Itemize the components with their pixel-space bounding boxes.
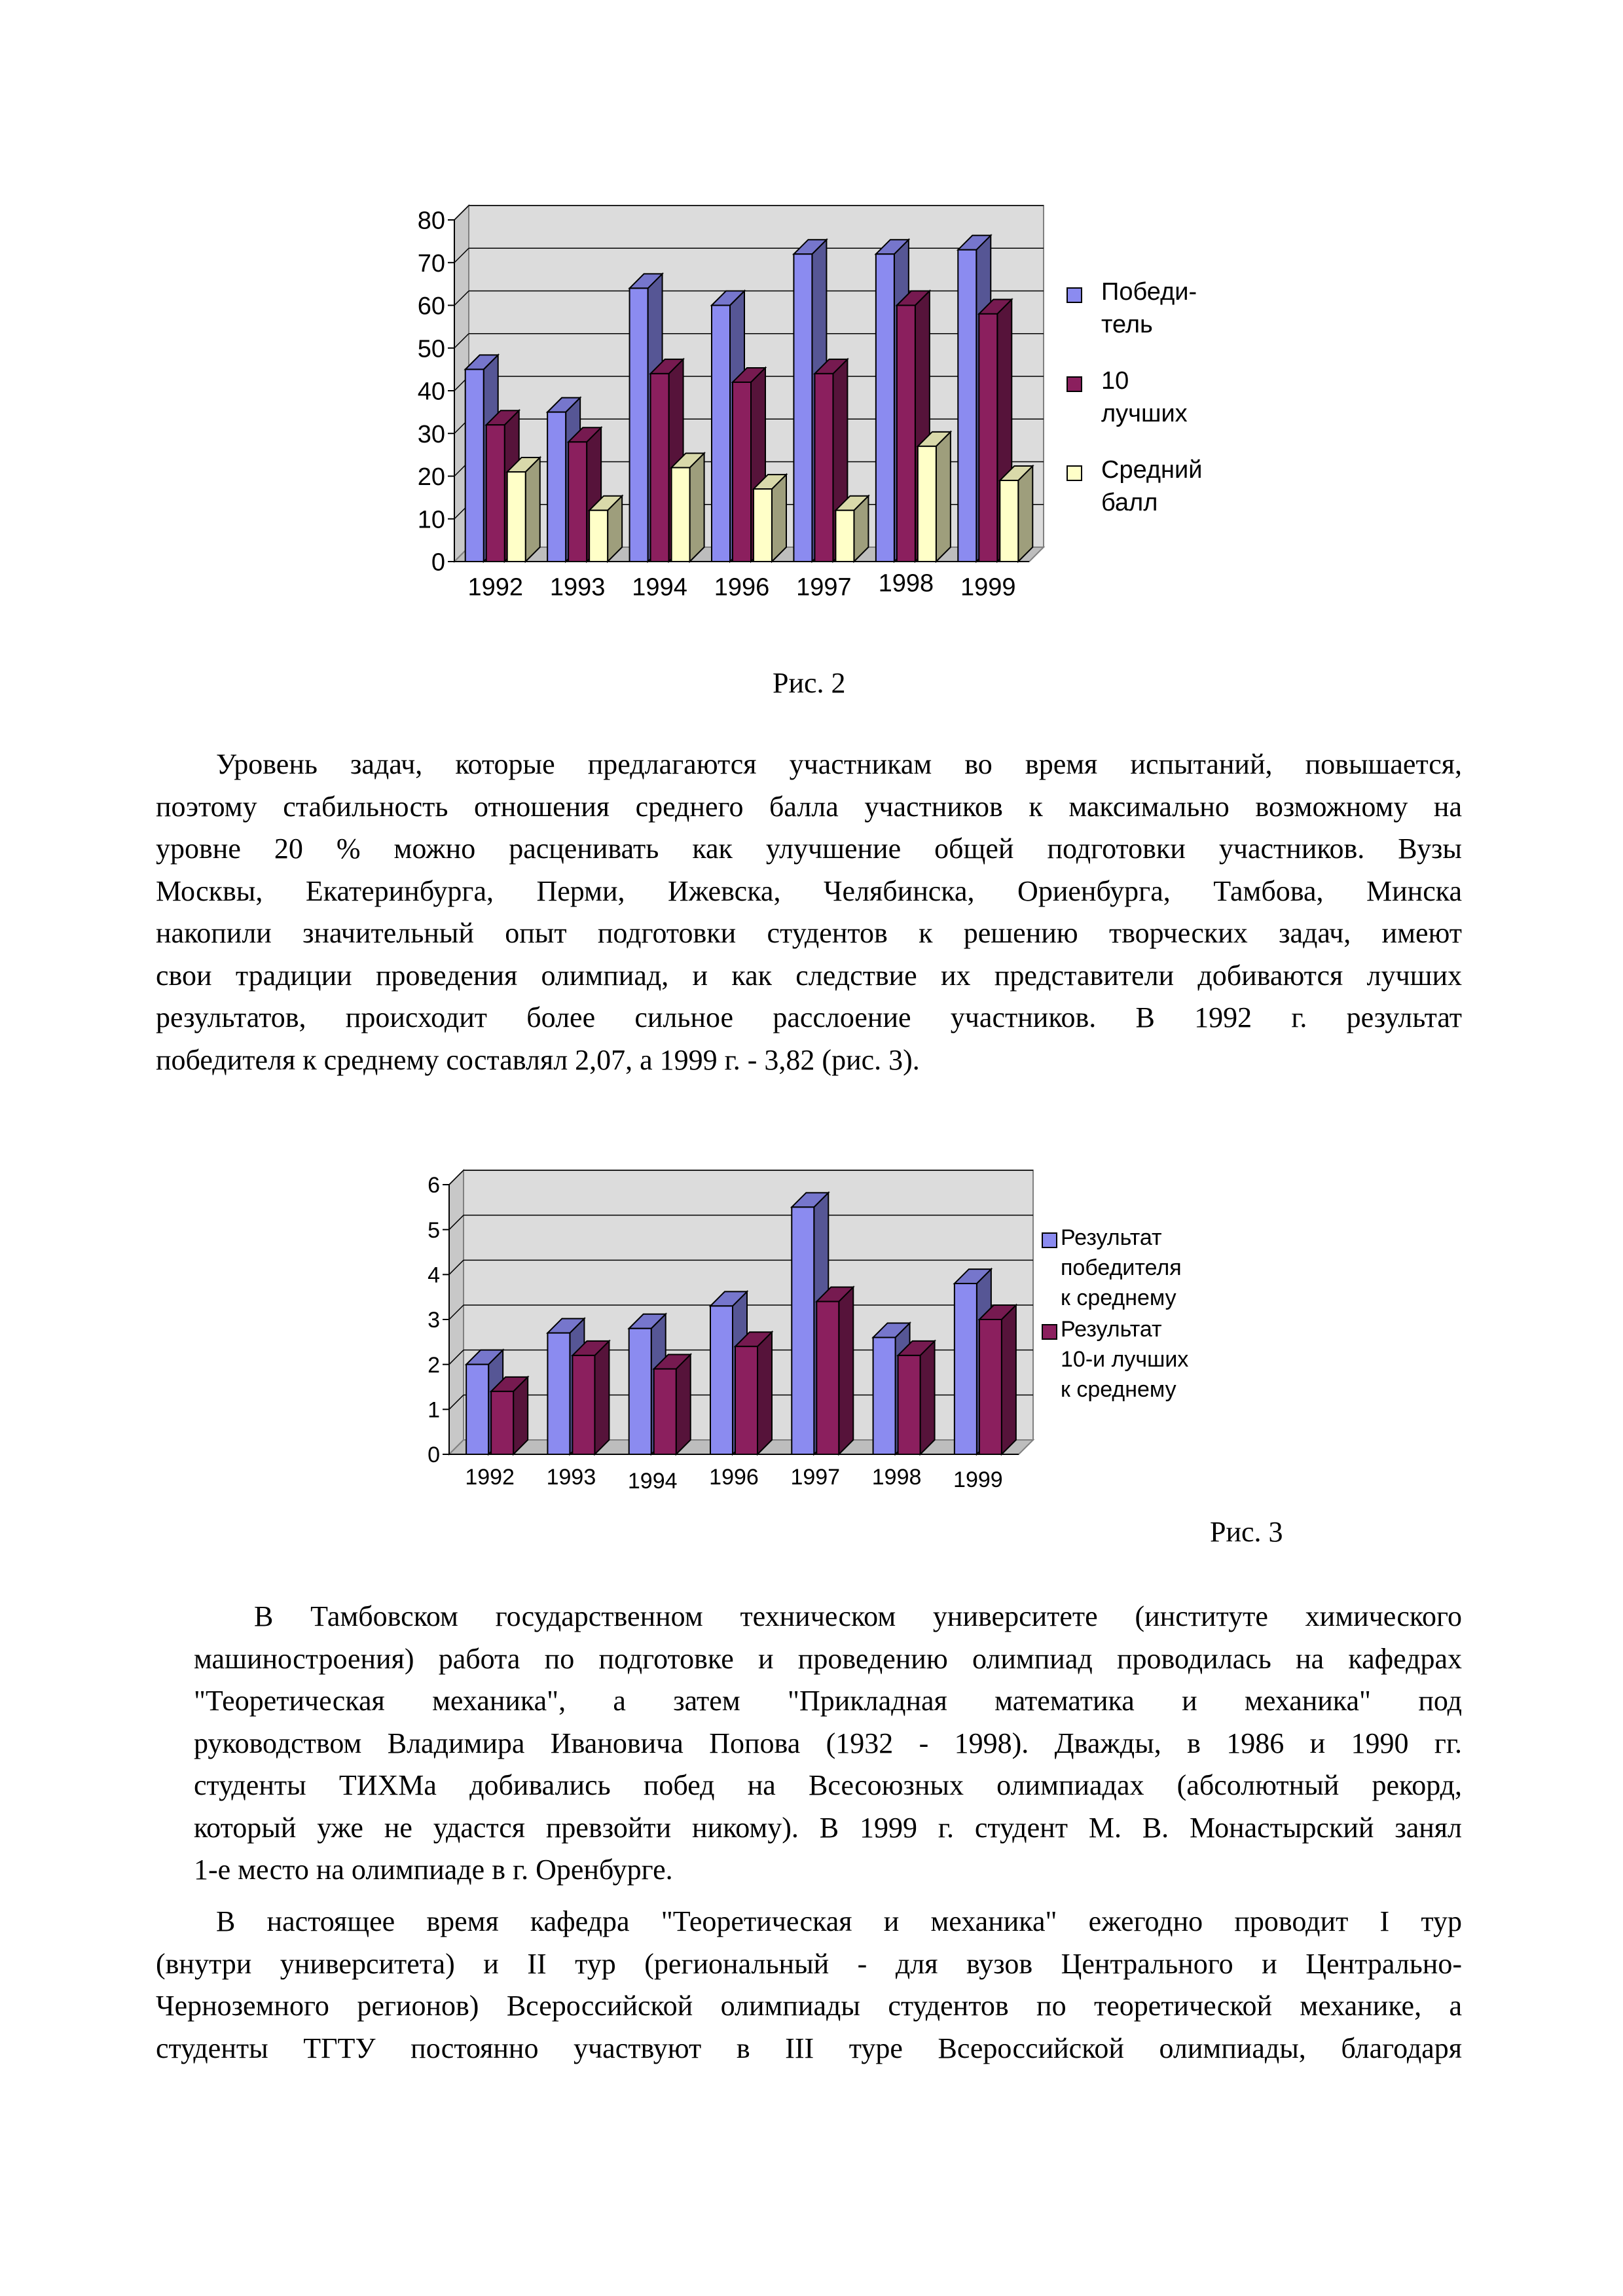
bar-1996-s1 xyxy=(712,306,730,562)
bar-1992-s3 xyxy=(507,472,526,562)
bar-1998-s1 xyxy=(873,1337,896,1454)
x-tick-label: 1996 xyxy=(709,1464,759,1490)
y-tick-label: 3 xyxy=(428,1308,440,1333)
caption-fig2: Рис. 2 xyxy=(773,667,846,699)
legend-label-1: победителя xyxy=(1061,1255,1182,1280)
legend-label-1: Победи- xyxy=(1101,278,1197,306)
bar-1993-s2-side xyxy=(594,1341,609,1454)
bar-1992-s1 xyxy=(465,369,484,562)
bar-1997-s2 xyxy=(814,374,833,562)
bar-1996-s2-side xyxy=(757,1332,772,1454)
y-tick-label: 1 xyxy=(428,1397,440,1423)
x-tick-label: 1994 xyxy=(627,1468,678,1494)
bar-1994-s2-side xyxy=(676,1355,691,1454)
bar-1993-s2 xyxy=(568,442,587,562)
x-tick-label: 1992 xyxy=(467,573,523,601)
x-tick-label: 1999 xyxy=(960,573,1016,601)
bar-1993-s1 xyxy=(547,412,566,562)
bar-1997-s2 xyxy=(816,1302,839,1454)
text-line: руководством Владимира Ивановича Попова (1932 - 1998). Дважды, в 1986 и 1990 гг. xyxy=(194,1727,1462,1759)
x-tick-label: 1992 xyxy=(465,1464,515,1490)
legend-label-2: лучших xyxy=(1101,400,1188,427)
chart-fig3 xyxy=(426,1119,1257,1532)
legend-label-3: балл xyxy=(1101,489,1158,516)
text-line: (внутри университета) и II тур (региональный - для вузов Центрального и Центрально- xyxy=(156,1947,1462,1980)
text-line: уровне 20 % можно расценивать как улучшение общей подготовки участников. Вузы xyxy=(156,833,1462,865)
bar-1999-s3-side xyxy=(1018,466,1032,562)
bar-1994-s2 xyxy=(654,1369,676,1454)
bar-1999-s3 xyxy=(1000,480,1018,562)
bar-1993-s2 xyxy=(572,1355,594,1454)
legend-swatch-2 xyxy=(1042,1325,1057,1339)
legend-swatch-1 xyxy=(1042,1233,1057,1247)
bar-1998-s2 xyxy=(898,1355,921,1454)
bar-1992-s2 xyxy=(486,425,505,562)
bar-1999-s2 xyxy=(979,314,997,562)
y-tick-label: 10 xyxy=(417,506,445,534)
y-tick-label: 6 xyxy=(428,1173,440,1198)
text-line: свои традиции проведения олимпиад, и как следствие их представители добиваются лучших xyxy=(156,959,1462,992)
y-tick-label: 2 xyxy=(428,1352,440,1378)
legend-label-1: Результат xyxy=(1061,1225,1162,1250)
chart-fig2 xyxy=(393,196,1257,628)
bar-1993-s1 xyxy=(547,1333,570,1454)
bar-1999-s1 xyxy=(958,250,976,562)
y-tick-label: 40 xyxy=(417,378,445,406)
legend-label-2: Результат xyxy=(1061,1317,1162,1342)
x-tick-label: 1996 xyxy=(714,573,770,601)
y-tick-label: 50 xyxy=(417,335,445,363)
bar-1996-s1 xyxy=(710,1306,733,1454)
bar-1992-s2 xyxy=(491,1391,513,1454)
paragraph-1 xyxy=(156,744,1462,1081)
legend-label-2: 10 xyxy=(1101,367,1129,395)
x-tick-label: 1993 xyxy=(546,1464,596,1490)
text-line: который уже не удастся превзойти никому). В 1999 г. студент М. В. Монастырский занял xyxy=(194,1811,1462,1844)
bar-1997-s1 xyxy=(792,1207,814,1454)
caption-fig3: Рис. 3 xyxy=(1210,1516,1283,1548)
bar-1992-s3-side xyxy=(526,457,540,562)
legend-swatch-1 xyxy=(1067,288,1082,302)
y-tick-label: 0 xyxy=(431,548,445,577)
bar-1994-s1 xyxy=(630,288,648,562)
y-tick-label: 80 xyxy=(417,207,445,235)
x-tick-label: 1999 xyxy=(953,1467,1003,1492)
bar-1996-s2 xyxy=(735,1346,757,1454)
y-tick-label: 5 xyxy=(428,1217,440,1243)
text-line: поэтому стабильность отношения среднего балла участников к максимально возможному на xyxy=(156,790,1462,823)
bar-1994-s3-side xyxy=(690,453,704,562)
paragraph-3 xyxy=(156,1901,1462,2070)
legend-label-2: 10-и лучших xyxy=(1061,1347,1189,1372)
bar-1999-s1 xyxy=(955,1283,977,1454)
bar-1998-s3 xyxy=(918,446,936,562)
text-line: накопили значительный опыт подготовки студентов к решению творческих задач, имеют xyxy=(156,917,1462,949)
bar-1997-s3 xyxy=(835,511,854,562)
bar-1998-s2 xyxy=(897,306,915,562)
legend-label-1: тель xyxy=(1101,311,1153,338)
bar-1997-s1 xyxy=(793,254,812,562)
bar-1994-s2 xyxy=(651,374,669,562)
text-line: "Теоретическая механика", а затем "Прикладная математика и механика" под xyxy=(194,1685,1462,1717)
bar-1998-s1 xyxy=(876,254,894,562)
bar-1992-s1 xyxy=(466,1365,488,1454)
bar-1997-s2-side xyxy=(839,1287,853,1454)
y-tick-label: 0 xyxy=(428,1443,440,1468)
y-tick-label: 20 xyxy=(417,463,445,492)
text-line: 1-е место на олимпиаде в г. Оренбурге. xyxy=(194,1854,673,1886)
x-tick-label: 1997 xyxy=(790,1464,841,1490)
x-tick-label: 1998 xyxy=(878,569,934,598)
legend-swatch-2 xyxy=(1067,377,1082,391)
y-tick-label: 60 xyxy=(417,293,445,321)
text-line: Черноземного регионов) Всероссийской олимпиады студентов по теоретической механике, а xyxy=(156,1990,1462,2022)
text-line: победителя к среднему составлял 2,07, а 1999 г. - 3,82 (рис. 3). xyxy=(156,1043,920,1076)
text-line: студенты ТГТУ постоянно участвуют в III туре Всероссийской олимпиады, благодаря xyxy=(156,2032,1462,2064)
x-tick-label: 1993 xyxy=(549,573,606,601)
bar-1996-s2 xyxy=(733,382,751,562)
text-line: студенты ТИХМа добивались побед на Всесоюзных олимпиадах (абсолютный рекорд, xyxy=(194,1769,1462,1801)
text-line: Москвы, Екатеринбурга, Перми, Ижевска, Челябинска, Ориенбурга, Тамбова, Минска xyxy=(156,874,1462,907)
legend-label-1: к среднему xyxy=(1061,1285,1176,1310)
y-tick-label: 4 xyxy=(428,1263,440,1288)
x-tick-label: 1994 xyxy=(632,573,687,601)
paragraph-2 xyxy=(194,1596,1462,1892)
bar-1998-s3-side xyxy=(936,432,951,562)
y-tick-label: 30 xyxy=(417,420,445,448)
x-tick-label: 1998 xyxy=(871,1464,922,1490)
text-line: машиностроения) работа по подготовке и проведению олимпиад проводилась на кафедрах xyxy=(194,1642,1462,1675)
text-line: В настоящее время кафедра "Теоретическая и механика" ежегодно проводит I тур xyxy=(216,1905,1462,1937)
legend-swatch-3 xyxy=(1067,466,1082,480)
legend-label-2: к среднему xyxy=(1061,1377,1176,1402)
bar-1994-s3 xyxy=(672,467,690,562)
bar-1999-s2-side xyxy=(1002,1305,1016,1454)
x-tick-label: 1997 xyxy=(796,573,852,601)
y-tick-label: 70 xyxy=(417,249,445,278)
text-line: результатов, происходит более сильное расслоение участников. В 1992 г. результат xyxy=(156,1001,1462,1033)
bar-1993-s3 xyxy=(589,511,608,562)
text-line: В Тамбовском государственном техническом университете (институте химического xyxy=(254,1600,1462,1632)
bar-1998-s2-side xyxy=(921,1341,935,1454)
text-line: Уровень задач, которые предлагаются участникам во время испытаний, повышается, xyxy=(216,748,1462,780)
bar-1996-s3 xyxy=(754,489,772,562)
legend-label-3: Средний xyxy=(1101,456,1203,484)
bar-1999-s2 xyxy=(979,1319,1002,1454)
bar-1994-s1 xyxy=(629,1329,651,1454)
